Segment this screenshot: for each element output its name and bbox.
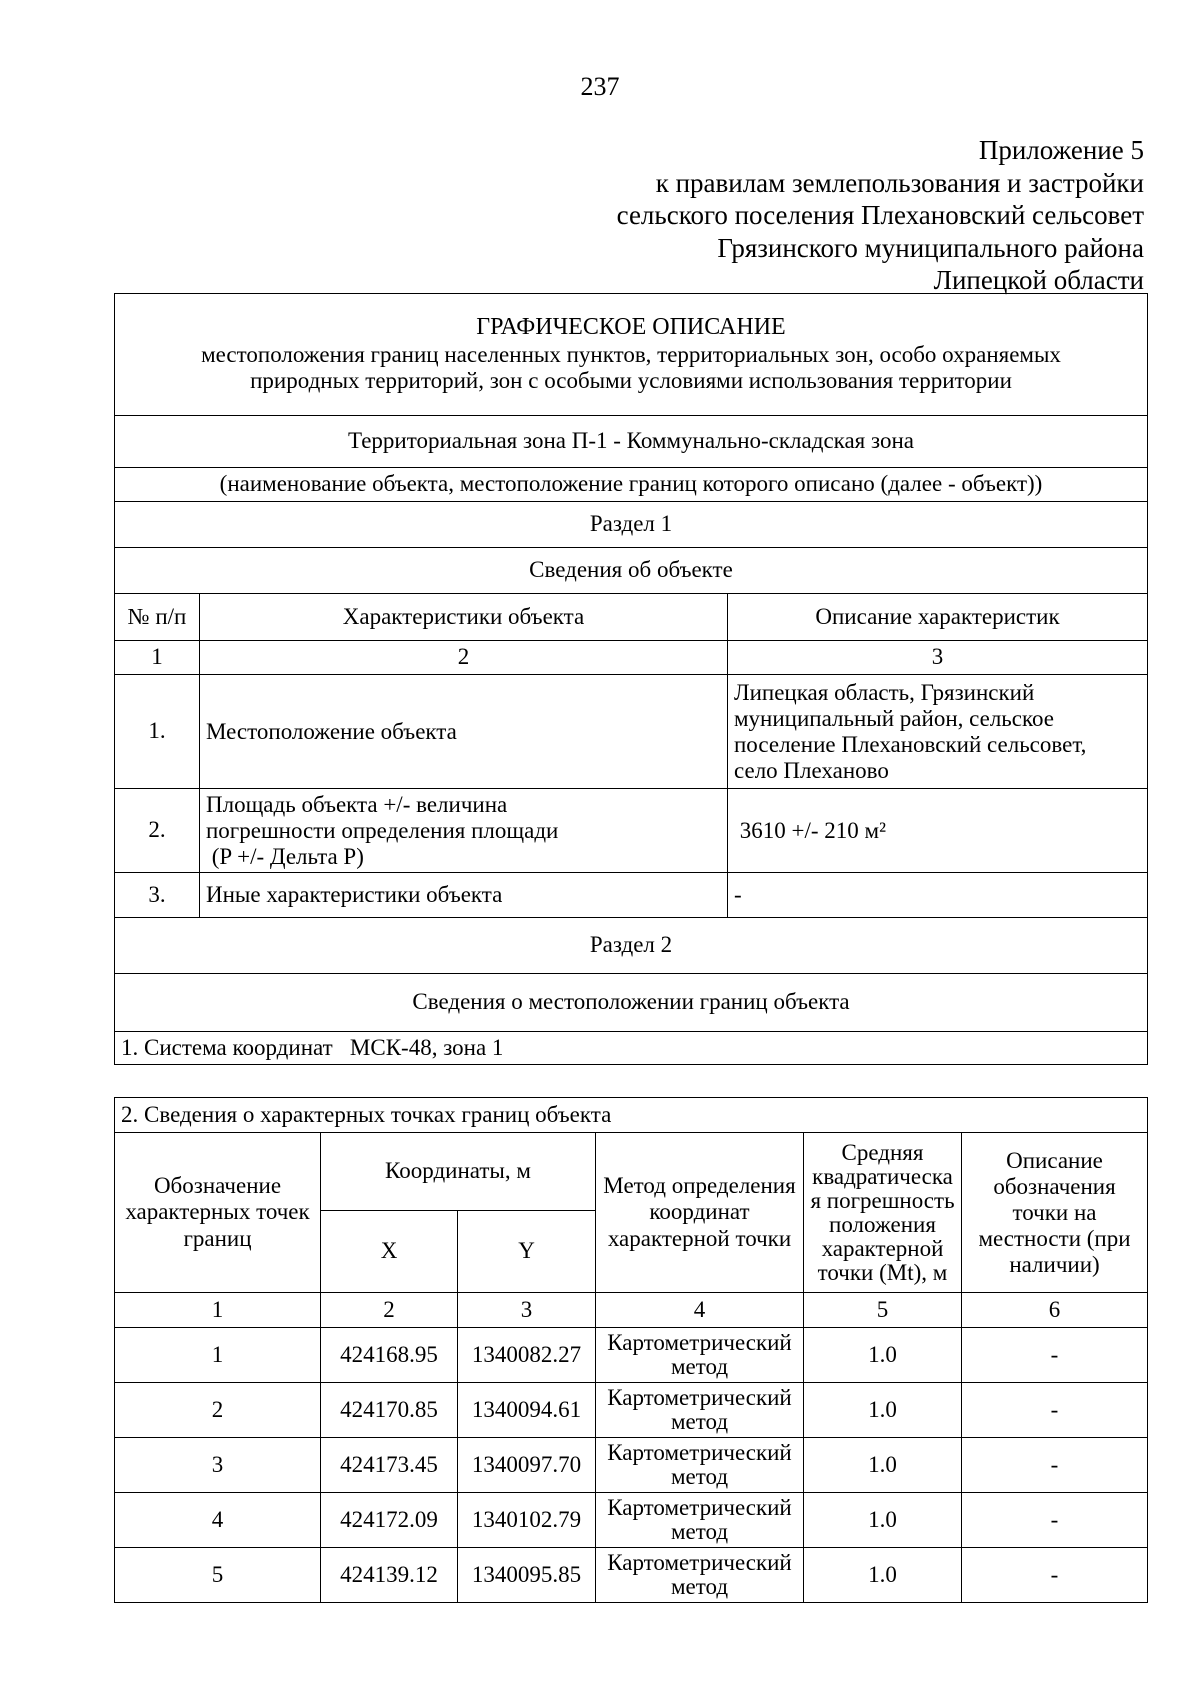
description-line: поселение Плехановский сельсовет, xyxy=(734,731,1087,757)
boundary-points-table xyxy=(114,1097,1148,1603)
characteristic-cell: Иные характеристики объекта xyxy=(200,873,728,918)
header-line: положения xyxy=(829,1211,936,1237)
table-row xyxy=(115,1383,1148,1438)
graphic-description-header xyxy=(115,294,1148,416)
appendix-heading xyxy=(617,134,1144,297)
column-number: 3 xyxy=(728,641,1148,675)
column-number: 6 xyxy=(962,1293,1148,1328)
appendix-line: сельского поселения Плехановский сельсовет xyxy=(616,200,1144,230)
description-line: 3610 +/- 210 м² xyxy=(734,817,886,843)
description-line: муниципальный район, сельское xyxy=(734,705,1054,731)
method-line: метод xyxy=(670,1464,729,1489)
column-number: 2 xyxy=(200,641,728,675)
header-line: границ xyxy=(183,1225,252,1251)
point-mt: 1.0 xyxy=(804,1493,962,1548)
description-line: Липецкая область, Грязинский xyxy=(734,679,1035,705)
header-line: квадратическа xyxy=(812,1163,953,1189)
method-line: Картометрический xyxy=(607,1385,792,1410)
description-cell xyxy=(728,675,1148,789)
description-line: село Плеханово xyxy=(734,757,889,783)
point-id: 4 xyxy=(115,1493,321,1548)
appendix-line: Липецкой области xyxy=(933,265,1144,295)
table-row xyxy=(115,675,1148,789)
column-number: 1 xyxy=(115,1293,321,1328)
point-x: 424170.85 xyxy=(321,1383,458,1438)
document-subtitle-line: природных территорий, зон с особыми условиями использования территории xyxy=(250,368,1012,394)
column-header-y: Y xyxy=(458,1211,596,1293)
point-y: 1340097.70 xyxy=(458,1438,596,1493)
point-method xyxy=(596,1438,804,1493)
point-y: 1340094.61 xyxy=(458,1383,596,1438)
column-number: 5 xyxy=(804,1293,962,1328)
header-line: характерной точки xyxy=(607,1225,792,1251)
point-mt: 1.0 xyxy=(804,1548,962,1603)
object-name-caption: (наименование объекта, местоположение границ которого описано (далее - объект)) xyxy=(115,468,1148,502)
header-line: я погрешность xyxy=(810,1187,955,1213)
column-number: 4 xyxy=(596,1293,804,1328)
point-id: 1 xyxy=(115,1328,321,1383)
column-header-x: X xyxy=(321,1211,458,1293)
header-line: Метод определения xyxy=(603,1172,796,1198)
document-title: ГРАФИЧЕСКОЕ ОПИСАНИЕ xyxy=(476,314,786,341)
section2-title: Раздел 2 xyxy=(115,918,1148,974)
point-method xyxy=(596,1493,804,1548)
appendix-line: Грязинского муниципального района xyxy=(717,232,1144,263)
description-cell: - xyxy=(728,873,1148,918)
point-id: 3 xyxy=(115,1438,321,1493)
column-header-coordinates: Координаты, м xyxy=(321,1133,596,1211)
method-line: Картометрический xyxy=(607,1330,792,1355)
column-header-characteristics: Характеристики объекта xyxy=(200,594,728,641)
characteristic-line: Площадь объекта +/- величина xyxy=(206,791,508,817)
characteristic-line: погрешности определения площади xyxy=(206,817,559,843)
section1-subtitle: Сведения об объекте xyxy=(115,548,1148,594)
point-id: 2 xyxy=(115,1383,321,1438)
point-x: 424139.12 xyxy=(321,1548,458,1603)
characteristic-cell xyxy=(200,789,728,873)
coordinate-system: 1. Система координат МСК-48, зона 1 xyxy=(115,1032,1148,1065)
point-x: 424172.09 xyxy=(321,1493,458,1548)
point-description: - xyxy=(962,1493,1148,1548)
column-header-point-description xyxy=(962,1133,1148,1293)
header-line: Средняя xyxy=(841,1139,924,1165)
point-description: - xyxy=(962,1548,1148,1603)
section1-title: Раздел 1 xyxy=(115,502,1148,548)
column-header-mean-error xyxy=(804,1133,962,1293)
header-line: точки (Mt), м xyxy=(817,1259,948,1285)
method-line: метод xyxy=(670,1519,729,1544)
table-row xyxy=(115,1548,1148,1603)
appendix-line: Приложение 5 xyxy=(978,135,1144,165)
header-line: точки на xyxy=(1012,1199,1097,1225)
object-name: Территориальная зона П-1 - Коммунально-складская зона xyxy=(115,416,1148,468)
table-row xyxy=(115,1328,1148,1383)
table-row xyxy=(115,1493,1148,1548)
row-number: 3. xyxy=(115,873,200,918)
point-description: - xyxy=(962,1438,1148,1493)
row-number: 2. xyxy=(115,789,200,873)
header-line: наличии) xyxy=(1009,1251,1100,1277)
column-number: 1 xyxy=(115,641,200,675)
appendix-line: к правилам землепользования и застройки xyxy=(655,167,1144,198)
method-line: Картометрический xyxy=(607,1550,792,1575)
object-info-table xyxy=(114,293,1148,1065)
header-line: координат xyxy=(649,1199,750,1225)
point-mt: 1.0 xyxy=(804,1328,962,1383)
column-header-description: Описание характеристик xyxy=(728,594,1148,641)
column-header-number: № п/п xyxy=(115,594,200,641)
description-cell xyxy=(728,789,1148,873)
header-line: Обозначение xyxy=(153,1172,282,1198)
column-header-method xyxy=(596,1133,804,1293)
characteristic-line: (P +/- Дельта P) xyxy=(206,843,364,869)
section2-subtitle: Сведения о местоположении границ объекта xyxy=(115,974,1148,1032)
row-number: 1. xyxy=(115,675,200,789)
header-line: местности (при xyxy=(978,1225,1131,1251)
point-method xyxy=(596,1328,804,1383)
characteristic-cell xyxy=(200,675,728,789)
table-row xyxy=(115,873,1148,918)
document-subtitle-line: местоположения границ населенных пунктов, территориальных зон, особо охраняемых xyxy=(201,341,1061,367)
points-section-title: 2. Сведения о характерных точках границ объекта xyxy=(115,1098,1148,1133)
header-line: характерных точек xyxy=(125,1199,310,1225)
page-number: 237 xyxy=(580,72,620,101)
point-method xyxy=(596,1548,804,1603)
method-line: метод xyxy=(670,1409,729,1434)
point-x: 424173.45 xyxy=(321,1438,458,1493)
characteristic-line: Местоположение объекта xyxy=(206,718,457,744)
method-line: метод xyxy=(670,1574,729,1599)
table-row xyxy=(115,1438,1148,1493)
point-y: 1340082.27 xyxy=(458,1328,596,1383)
method-line: Картометрический xyxy=(607,1495,792,1520)
header-line: обозначения xyxy=(993,1173,1116,1199)
column-number: 2 xyxy=(321,1293,458,1328)
point-description: - xyxy=(962,1328,1148,1383)
method-line: метод xyxy=(670,1354,729,1379)
point-id: 5 xyxy=(115,1548,321,1603)
table-row xyxy=(115,789,1148,873)
header-line: характерной xyxy=(821,1235,944,1261)
point-mt: 1.0 xyxy=(804,1383,962,1438)
column-number: 3 xyxy=(458,1293,596,1328)
header-line: Описание xyxy=(1006,1147,1103,1173)
column-header-designation xyxy=(115,1133,321,1293)
point-y: 1340095.85 xyxy=(458,1548,596,1603)
point-method xyxy=(596,1383,804,1438)
point-y: 1340102.79 xyxy=(458,1493,596,1548)
point-description: - xyxy=(962,1383,1148,1438)
point-x: 424168.95 xyxy=(321,1328,458,1383)
method-line: Картометрический xyxy=(607,1440,792,1465)
point-mt: 1.0 xyxy=(804,1438,962,1493)
